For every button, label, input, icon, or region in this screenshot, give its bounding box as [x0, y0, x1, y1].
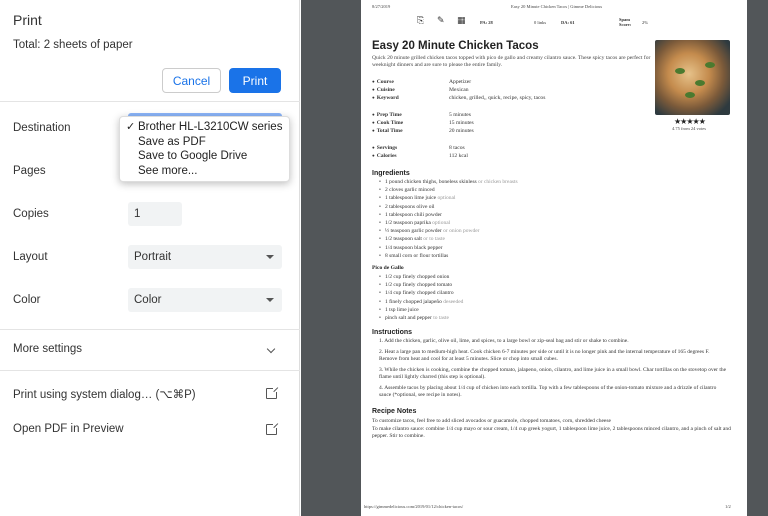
color-select[interactable]: [128, 288, 282, 312]
open-external-icon[interactable]: [266, 388, 277, 399]
destination-option[interactable]: Save as PDF: [138, 135, 206, 148]
pico-list: [379, 273, 463, 322]
page-header-title: Easy 20 Minute Chicken Tacos | Gimme Delicious: [511, 4, 603, 9]
destination-dropdown: [119, 116, 290, 182]
instruction-step: 4. Assemble tacos by placing about 1/4 cup of chicken into each tortilla. Top with a few tablespoons of the onion-tomato mixture and a drizzle of cilantro sauce (*optional, see recipe in notes).: [379, 384, 717, 398]
checkmark-icon: ✓: [126, 121, 136, 133]
destination-option[interactable]: [120, 120, 289, 135]
color-label: Color: [13, 294, 41, 306]
caret-down-icon: [266, 255, 274, 259]
chevron-down-icon[interactable]: [267, 345, 275, 353]
ingredient-item: • 1 tablespoon lime juice optional: [379, 194, 518, 202]
system-dialog-link[interactable]: Print using system dialog… (⌥⌘P): [13, 389, 196, 401]
links-count: 0 links: [534, 20, 547, 25]
chart-icon: ▦: [457, 16, 466, 26]
ingredient-item: • 1 tablespoon chili powder: [379, 211, 518, 219]
recipe-photo: [655, 40, 730, 115]
instructions-list: [379, 338, 729, 403]
page-number: 1/2: [725, 504, 731, 509]
ingredient-item: • 2 tablespoons olive oil: [379, 203, 518, 211]
ingredient-item: • 1/2 teaspoon salt or to taste: [379, 235, 518, 243]
pa-score: PA: 28: [480, 20, 493, 25]
ingredient-item: • 1/2 cup finely chopped onion: [379, 273, 463, 281]
open-external-icon[interactable]: [266, 424, 277, 435]
page-footer-url: https://gimmedelicious.com/2019/01/12/chicken-tacos/: [364, 504, 464, 509]
instruction-step: 3. While the chicken is cooking, combine the chopped tomato, jalapeno, onion, cilantro, and lime juice in a small bowl. Char tortillas on the stovetop over the flame until lightly charred (this step is optional).: [379, 366, 727, 380]
ingredient-item: • 1 tsp lime juice: [379, 306, 463, 314]
ingredient-item: • 2 cloves garlic minced: [379, 186, 518, 194]
ingredient-item: • pinch salt and pepper to taste: [379, 314, 463, 322]
pencil-icon: ✎: [437, 16, 445, 26]
layout-label: Layout: [13, 251, 48, 263]
ingredient-item: • 1/2 teaspoon paprika optional: [379, 219, 518, 227]
spam-value: 2%: [642, 20, 648, 25]
more-settings-toggle[interactable]: More settings: [13, 343, 83, 355]
destination-option-label: Brother HL-L3210CW series: [138, 121, 283, 133]
spam-label: Spam Score:: [619, 17, 632, 27]
ingredient-item: • 1 pound chicken thighs, boneless skinless or chicken breasts: [379, 178, 518, 186]
pages-label: Pages: [13, 165, 46, 177]
total-value: 2 sheets of paper: [43, 39, 133, 51]
ingredient-item: • 1/4 cup finely chopped cilantro: [379, 289, 463, 297]
instruction-step: 2. Heat a large pan to medium-high heat. Cook chicken 6-7 minutes per side or until it is no longer pink and the internal temperature of 165 degrees F. Remove from heat and cool for at least 5 minutes. Slice or chop into small cubes.: [379, 348, 710, 362]
layout-value: Portrait: [134, 251, 172, 263]
notes-heading: Recipe Notes: [372, 408, 417, 415]
copies-label: Copies: [13, 208, 49, 220]
ingredient-item: • 1/4 teaspoon black pepper: [379, 244, 518, 252]
ingredient-item: • ½ teaspoon garlic powder or onion powder: [379, 227, 518, 235]
destination-label: Destination: [13, 122, 71, 134]
print-settings-panel: [0, 0, 300, 516]
ingredients-heading: Ingredients: [372, 170, 410, 177]
open-pdf-link[interactable]: Open PDF in Preview: [13, 423, 124, 435]
dialog-title: Print: [13, 12, 42, 28]
divider: [0, 101, 300, 102]
rating-votes: 4.75 from 24 votes: [672, 126, 706, 131]
recipe-intro: Quick 20 minute grilled chicken tacos topped with pico de gallo and creamy cilantro sauce. These spicy tacos are perfect for weeknight dinners and are sure to please the entire family.: [372, 55, 651, 68]
seo-toolbar: [414, 15, 684, 31]
recipe-title: Easy 20 Minute Chicken Tacos: [372, 40, 539, 52]
color-value: Color: [134, 294, 162, 306]
ingredient-item: • 8 small corn or flour tortillas: [379, 252, 518, 260]
instructions-heading: Instructions: [372, 329, 413, 336]
ingredients-list: [379, 178, 518, 260]
print-button[interactable]: Print: [229, 68, 281, 93]
destination-option[interactable]: See more...: [138, 164, 198, 177]
copies-input[interactable]: 1: [128, 202, 182, 226]
rating-stars: ★★★★★: [674, 117, 705, 126]
divider: [0, 329, 300, 330]
page-date: 8/27/2019: [372, 4, 391, 9]
notes-text: [372, 418, 732, 441]
divider: [0, 370, 300, 371]
caret-down-icon: [266, 298, 274, 302]
total-label: Total:: [13, 39, 41, 51]
layout-select[interactable]: [128, 245, 282, 269]
notes-line: To customize tacos, feel free to add sliced avocados or guacamole, chopped tomatoes, corn, shredded cheese: [372, 418, 611, 424]
ingredient-item: • 1/2 cup finely chopped tomato: [379, 281, 463, 289]
pico-heading: Pico de Gallo: [372, 265, 404, 271]
notes-line: To make cilantro sauce: combine 1/4 cup mayo or sour cream, 1/4 cup greek yogurt, 1 tablespoon lime juice, 2 tablespoons minced cilantro, and a pinch of salt and pepper. Stir to combine.: [372, 425, 731, 439]
instruction-step: 1. Add the chicken, garlic, olive oil, lime, and spices, to a large bowl or zip-seal bag and stir or shake to combine.: [379, 338, 629, 344]
total-sheets: [13, 39, 133, 51]
preview-page: 8/27/2019 Easy 20 Minute Chicken Tacos | Gimme Delicious ⎘ ✎ ▦ PA: 28 0 links DA: 61 Spam Score: 2% Easy 20 Minute Chicken Tacos Quick 20 minute grilled chicken tacos topped with pico de gallo and creamy cilantro sauce. These spicy tacos are perfect for weeknight dinners and are sure to please the entire family. ★★★★★ 4.75 from 24 votes ● Course Appetizer ● Cuisine Mexican ● Keyword chicken, grilled,, quick, recipe, spicy, tacos ● Prep Time 5 minutes ● Cook Time 15 minutes ● Total Time 20 minutes ● Servings 8 tacos ● Calories 112 kcal Ingredients • 1 pound chicken thighs, boneless skinless or chicken breasts • 2 cloves garlic minced • 1 tablespoon lime juice optional • 2 tablespoons olive oil • 1 tablespoon chili powder • 1/2 teaspoon paprika optional • ½ teaspoon garlic powder or onion powder • 1/2 teaspoon salt or to taste • 1/4 teaspoon black pepper • 8 small corn or flour tortillas Pico de Gallo • 1/2 cup finely chopped onion • 1/2 cup finely chopped tomato • 1/4 cup finely chopped cilantro • 1 finely chopped jalapeño deseeded • 1 tsp lime juice • pinch salt and pepper to taste Instructions 1. Add the chicken, garlic, olive oil, lime, and spices, to a large bowl or zip-seal bag and stir or shake to combine. 2. Heat a large pan to medium-high heat. Cook chicken 6-7 minutes per side or until it is no longer pink and the internal temperature of 165 degrees F. Remove from heat and cool for at least 5 minutes. Slice or chop into small cubes. 3. While the chicken is cooking, combine the chopped tomato, jalapeno, onion, cilantro, and lime juice in a small bowl. Char tortillas on the stovetop over the flame until lightly charred (this step is optional). 4. Assemble tacos by placing about 1/4 cup of chicken into each tortilla. Top with a few tablespoons of the onion-tomato mixture and a drizzle of cilantro sauce (*optional, see recipe in notes). Recipe Notes To customize tacos, feel free to add sliced avocados or guacamole, chopped tomatoes, corn, shredded cheese To make cilantro sauce: combine 1/4 cup mayo or sour cream, 1/4 cup greek yogurt, 1 tablespoon lime juice, 2 tablespoons minced cilantro, and a pinch of salt and pepper. Stir to combine. https://gimmedelicious.com/2019/01/12/chicken-tacos/ 1/2: [361, 0, 747, 516]
cancel-button[interactable]: Cancel: [162, 68, 221, 93]
destination-option[interactable]: Save to Google Drive: [138, 150, 248, 162]
search-doc-icon: ⎘: [417, 16, 425, 26]
ingredient-item: • 1 finely chopped jalapeño deseeded: [379, 298, 463, 306]
da-score: DA: 61: [561, 20, 575, 25]
